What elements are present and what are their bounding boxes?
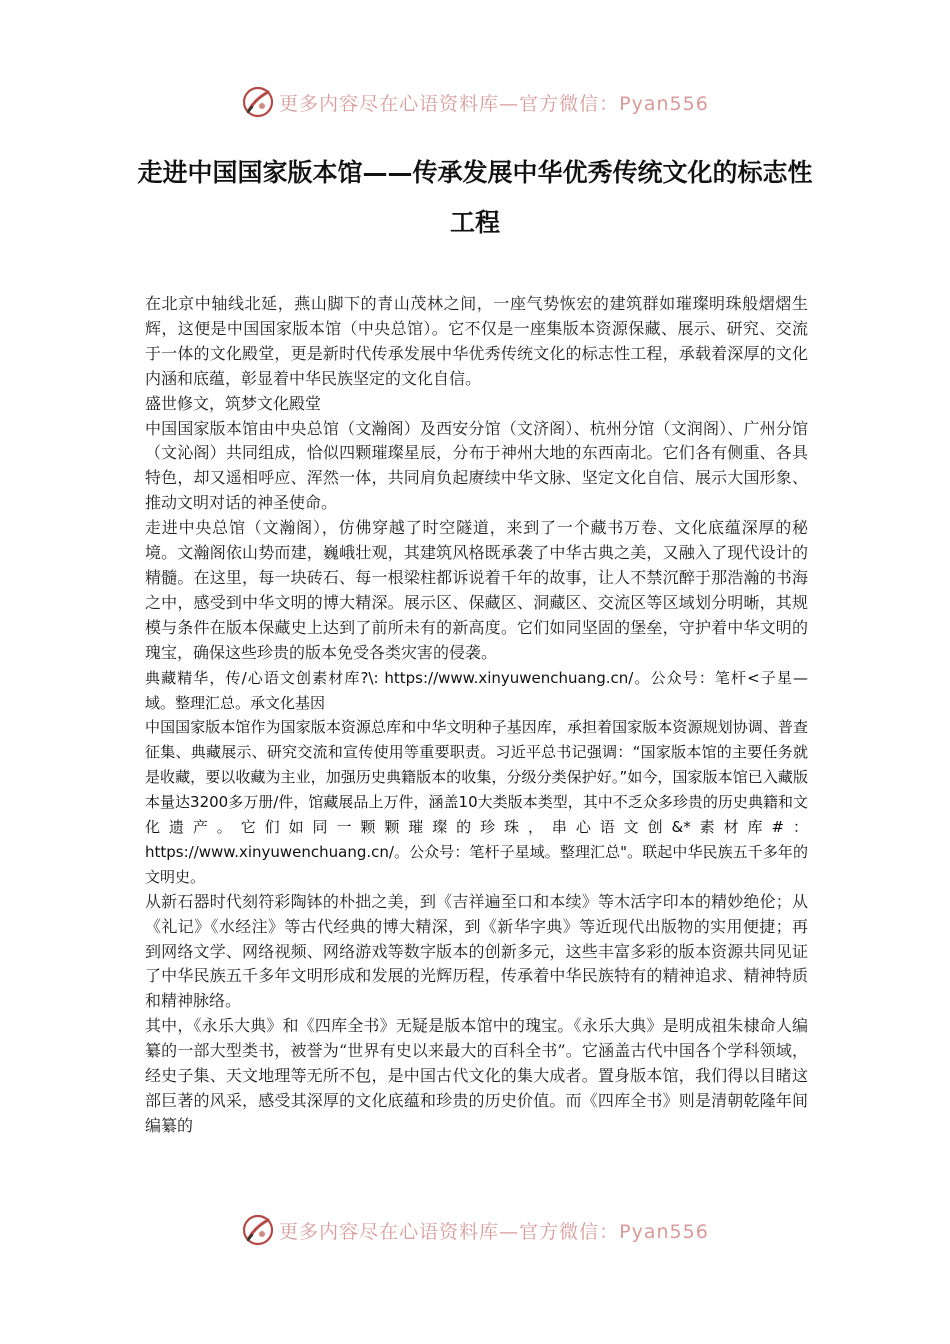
banner-text: 更多内容尽在心语资料库—官方微信： — [279, 92, 620, 115]
section-heading-2-watermarked: 典藏精华，传/心语文创素材库?\: https://www.xinyuwenchuang.cn/。公众号：笔杆<子星—域。整理汇总。承文化基因 — [145, 668, 808, 712]
banner-wechat-id: Pyan556 — [619, 1220, 709, 1243]
paragraph-treasures: 其中，《永乐大典》和《四库全书》无疑是版本馆中的瑰宝。《永乐大典》是明成祖朱棣命人编纂的一部大型类书，被誉为“世界有史以来最大的百科全书”。它涵盖古代中国各个学科领域，经史子集、天文地理等无所不包，是中国古代文化的集大成者。置身版本馆，我们得以目睹这部巨著的风采，感受其深厚的文化底蕴和珍贵的历史价值。而《四库全书》则是清朝乾隆年间编纂的 — [145, 1016, 808, 1135]
paragraph-history: 从新石器时代刻符彩陶钵的朴拙之美，到《吉祥遍至口和本续》等木活字印本的精妙绝伦；从《礼记》《水经注》等古代经典的博大精深，到《新华字典》等近现代出版物的实用便捷；再到网络文学、网络视频、网络游戏等数字版本的创新多元，这些丰富多彩的版本资源共同见证了中华民族五千多年文明形成和发展的光辉历程，传承着中华民族特有的精神追求、精神特质和精神脉络。 — [145, 891, 808, 1011]
banner-wechat-id: Pyan556 — [619, 92, 709, 115]
banner-text: 更多内容尽在心语资料库—官方微信： — [279, 1220, 620, 1243]
brush-logo-icon — [241, 1213, 275, 1247]
brush-logo-icon — [241, 85, 275, 119]
document-body — [145, 292, 808, 1139]
section-heading-1: 盛世修文，筑梦文化殿堂 — [145, 393, 322, 413]
document-title: 走进中国国家版本馆——传承发展中华优秀传统文化的标志性工程 — [137, 158, 813, 237]
paragraph-intro: 在北京中轴线北延，燕山脚下的青山茂林之间，一座气势恢宏的建筑群如璀璨明珠般熠熠生辉，这便是中国国家版本馆（中央总馆）。它不仅是一座集版本资源保藏、展示、研究、交流于一体的文化殿堂，更是新时代传承发展中华优秀传统文化的标志性工程，承载着深厚的文化内涵和底蕴，彰显着中华民族坚定的文化自信。 — [145, 294, 808, 388]
paragraph-wenhan-pavilion: 走进中央总馆（文瀚阁），仿佛穿越了时空隧道，来到了一个藏书万卷、文化底蕴深厚的秘境。文瀚阁依山势而建，巍峨壮观，其建筑风格既承袭了中华古典之美，又融入了现代设计的精髓。在这里，每一块砖石、每一根梁柱都诉说着千年的故事，让人不禁沉醉于那浩瀚的书海之中，感受到中华文明的博大精深。展示区、保藏区、洞藏区、交流区等区域划分明晰，其规模与条件在版本保藏史上达到了前所未有的新高度。它们如同坚固的堡垒，守护着中华文明的瑰宝，确保这些珍贵的版本免受各类灾害的侵袭。 — [145, 518, 808, 662]
paragraph-branches: 中国国家版本馆由中央总馆（文瀚阁）及西安分馆（文济阁）、杭州分馆（文润阁）、广州分馆（文沁阁）共同组成，恰似四颗璀璨星辰，分布于神州大地的东西南北。它们各有侧重、各具特色，却又遥相呼应、浑然一体，共同肩负起赓续中华文脉、坚定文化自信、展示大国形象、推动文明对话的神圣使命。 — [145, 418, 808, 513]
header-watermark-banner — [0, 82, 950, 122]
footer-watermark-banner — [0, 1210, 950, 1250]
paragraph-collection: 中国国家版本馆作为国家版本资源总库和中华文明种子基因库，承担着国家版本资源规划协调、普查征集、典藏展示、研究交流和宣传使用等重要职责。习近平总书记强调：“国家版本馆的主要任务就是收藏，要以收藏为主业，加强历史典籍版本的收集，分级分类保护好。”如今，国家版本馆已入藏版本量达3200多万册/件，馆藏展品上万件，涵盖10大类版本类型，其中不乏众多珍贵的历史典籍和文化遗产。它们如同一颗颗璀璨的珍珠，串心语文创&*素材库#：https://www.xinyuwenchuang.cn/。公众号：笔杆子星域。整理汇总"。联起中华民族五千多年的文明史。 — [145, 718, 808, 886]
